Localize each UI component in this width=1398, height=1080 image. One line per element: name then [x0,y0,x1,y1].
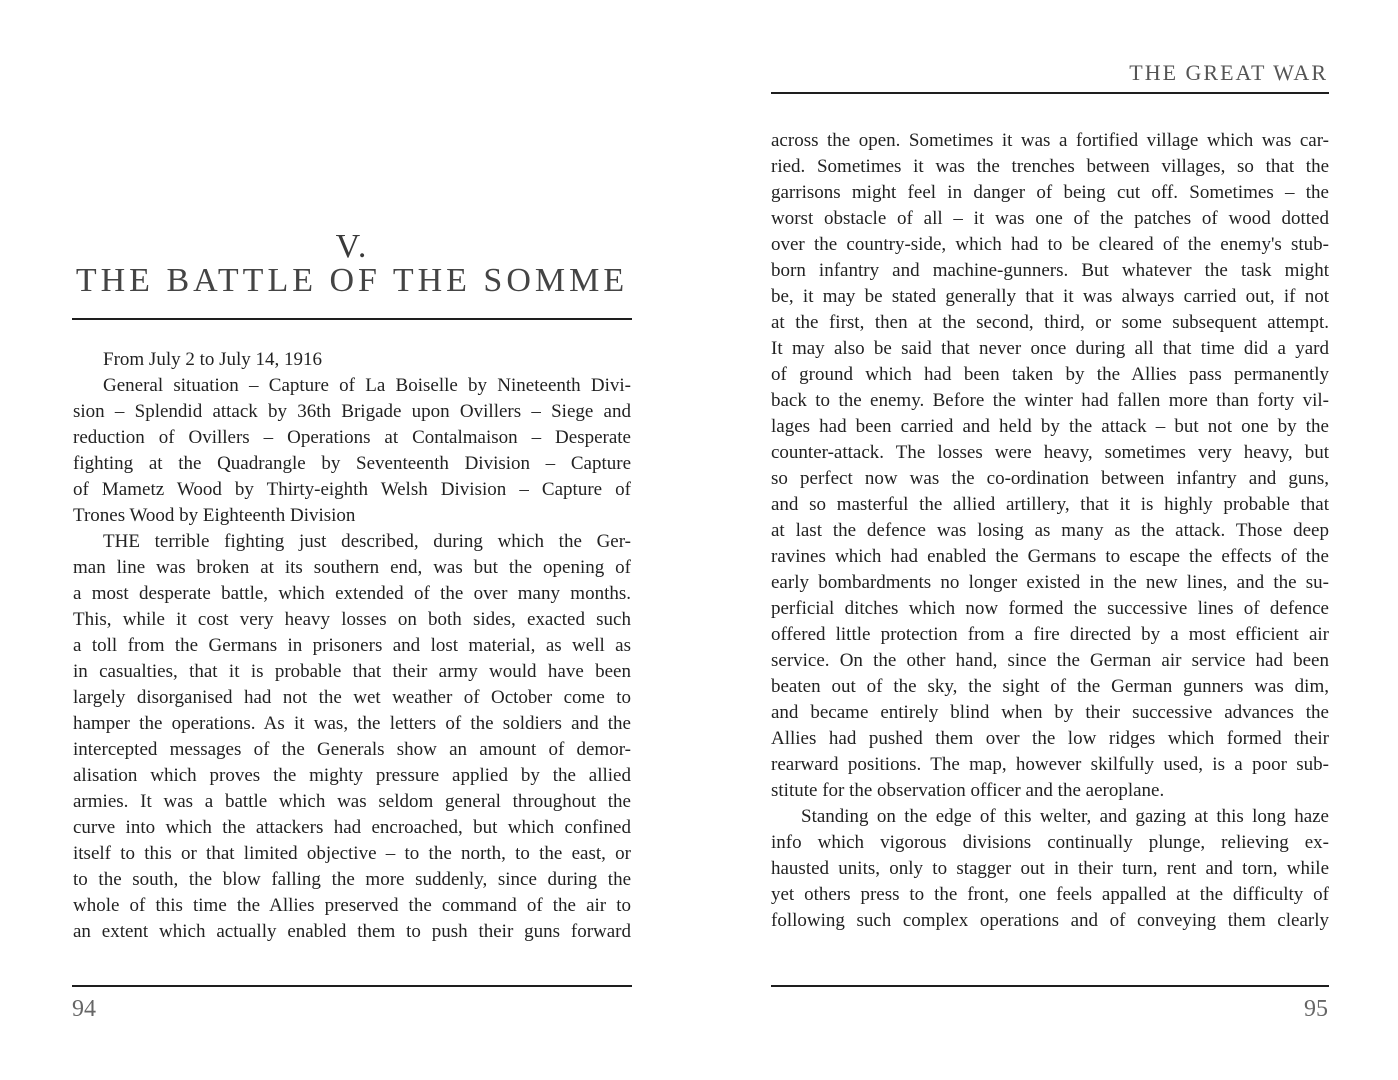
right-page-text [771,128,1329,934]
body-line: of ground which had been taken by the Allies pass permanently [771,364,1329,385]
body-line: garrisons might feel in danger of being cut off. Sometimes – the [771,182,1329,203]
footer-rule [72,985,632,987]
page-number: 94 [72,996,96,1022]
chapter-title: THE BATTLE OF THE SOMME [75,262,629,299]
body-line: at the first, then at the second, third, or some subsequent attempt. [771,312,1329,333]
right-page [699,0,1398,1080]
left-page-text [73,347,631,945]
body-line: service. On the other hand, since the German air service had been [771,650,1329,671]
body-line: intercepted messages of the Generals show an amount of demor- [73,739,631,760]
summary-line: of Mametz Wood by Thirty-eighth Welsh Division – Capture of [73,479,631,500]
body-line: hausted units, only to stagger out in their turn, rent and torn, while [771,858,1329,879]
summary-line: Trones Wood by Eighteenth Division [73,505,356,526]
running-head: THE GREAT WAR [1129,60,1328,85]
body-line: curve into which the attackers had encroached, but which confined [73,817,631,838]
body-line: back to the enemy. Before the winter had fallen more than forty vil- [771,390,1329,411]
body-line: perficial ditches which now formed the successive lines of defence [771,598,1329,619]
body-line: in casualties, that it is probable that their army would have been [73,661,631,682]
body-line: born infantry and machine-gunners. But whatever the task might [771,260,1329,281]
chapter-date-range: From July 2 to July 14, 1916 [103,349,323,370]
body-line: an extent which actually enabled them to push their guns forward [73,921,631,942]
body-line: worst obstacle of all – it was one of the patches of wood dotted [771,208,1329,229]
body-line: a toll from the Germans in prisoners and lost material, as well as [73,635,631,656]
body-line: a most desperate battle, which extended of the over many months. [73,583,631,604]
body-line: so perfect now was the co-ordination between infantry and guns, [771,468,1329,489]
summary-line: General situation – Capture of La Boiselle by Nineteenth Divi- [103,375,631,396]
body-line: offered little protection from a fire directed by a most efficient air [771,624,1329,645]
body-line: early bombardments no longer existed in the new lines, and the su- [771,572,1329,593]
body-line: across the open. Sometimes it was a fortified village which was car- [771,130,1329,151]
summary-line: fighting at the Quadrangle by Seventeenth Division – Capture [73,453,631,474]
summary-line: sion – Splendid attack by 36th Brigade upon Ovillers – Siege and [73,401,631,422]
body-line: over the country-side, which had to be cleared of the enemy's stub- [771,234,1329,255]
body-line: to the south, the blow falling the more suddenly, since during the [73,869,631,890]
title-rule [72,318,632,320]
body-line: THE terrible fighting just described, during which the Ger- [103,531,631,552]
body-line: info which vigorous divisions continually plunge, relieving ex- [771,832,1329,853]
body-line: hamper the operations. As it was, the letters of the soldiers and the [73,713,631,734]
body-line: following such complex operations and of conveying them clearly [771,910,1329,931]
body-line: This, while it cost very heavy losses on both sides, exacted such [73,609,631,630]
body-line: and became entirely blind when by their successive advances the [771,702,1329,723]
body-line: lages had been carried and held by the attack – but not one by the [771,416,1329,437]
body-line: Allies had pushed them over the low ridges which formed their [771,728,1329,749]
body-line: be, it may be stated generally that it was always carried out, if not [771,286,1329,307]
body-line: itself to this or that limited objective – to the north, to the east, or [73,843,631,864]
page-number: 95 [1304,996,1328,1022]
body-line: beaten out of the sky, the sight of the German gunners was dim, [771,676,1329,697]
chapter-number: V. [335,228,369,265]
footer-rule [771,985,1329,987]
body-line: alisation which proves the mighty pressure applied by the allied [73,765,631,786]
body-line: largely disorganised had not the wet weather of October come to [73,687,631,708]
body-line: man line was broken at its southern end, was but the opening of [73,557,631,578]
body-line: yet others press to the front, one feels appalled at the difficulty of [771,884,1329,905]
body-line: It may also be said that never once during all that time did a yard [771,338,1329,359]
body-line: ried. Sometimes it was the trenches between villages, so that the [771,156,1329,177]
body-line: Standing on the edge of this welter, and gazing at this long haze [801,806,1329,827]
body-line: at last the defence was losing as many as the attack. Those deep [771,520,1329,541]
body-line: and so masterful the allied artillery, that it is highly probable that [771,494,1329,515]
body-line: whole of this time the Allies preserved the command of the air to [73,895,631,916]
header-rule [771,92,1329,94]
body-line: armies. It was a battle which was seldom general throughout the [73,791,631,812]
body-line: rearward positions. The map, however skilfully used, is a poor sub- [771,754,1329,775]
body-line: stitute for the observation officer and the aeroplane. [771,780,1165,801]
summary-line: reduction of Ovillers – Operations at Contalmaison – Desperate [73,427,631,448]
body-line: counter-attack. The losses were heavy, sometimes very heavy, but [771,442,1329,463]
body-line: ravines which had enabled the Germans to escape the effects of the [771,546,1329,567]
